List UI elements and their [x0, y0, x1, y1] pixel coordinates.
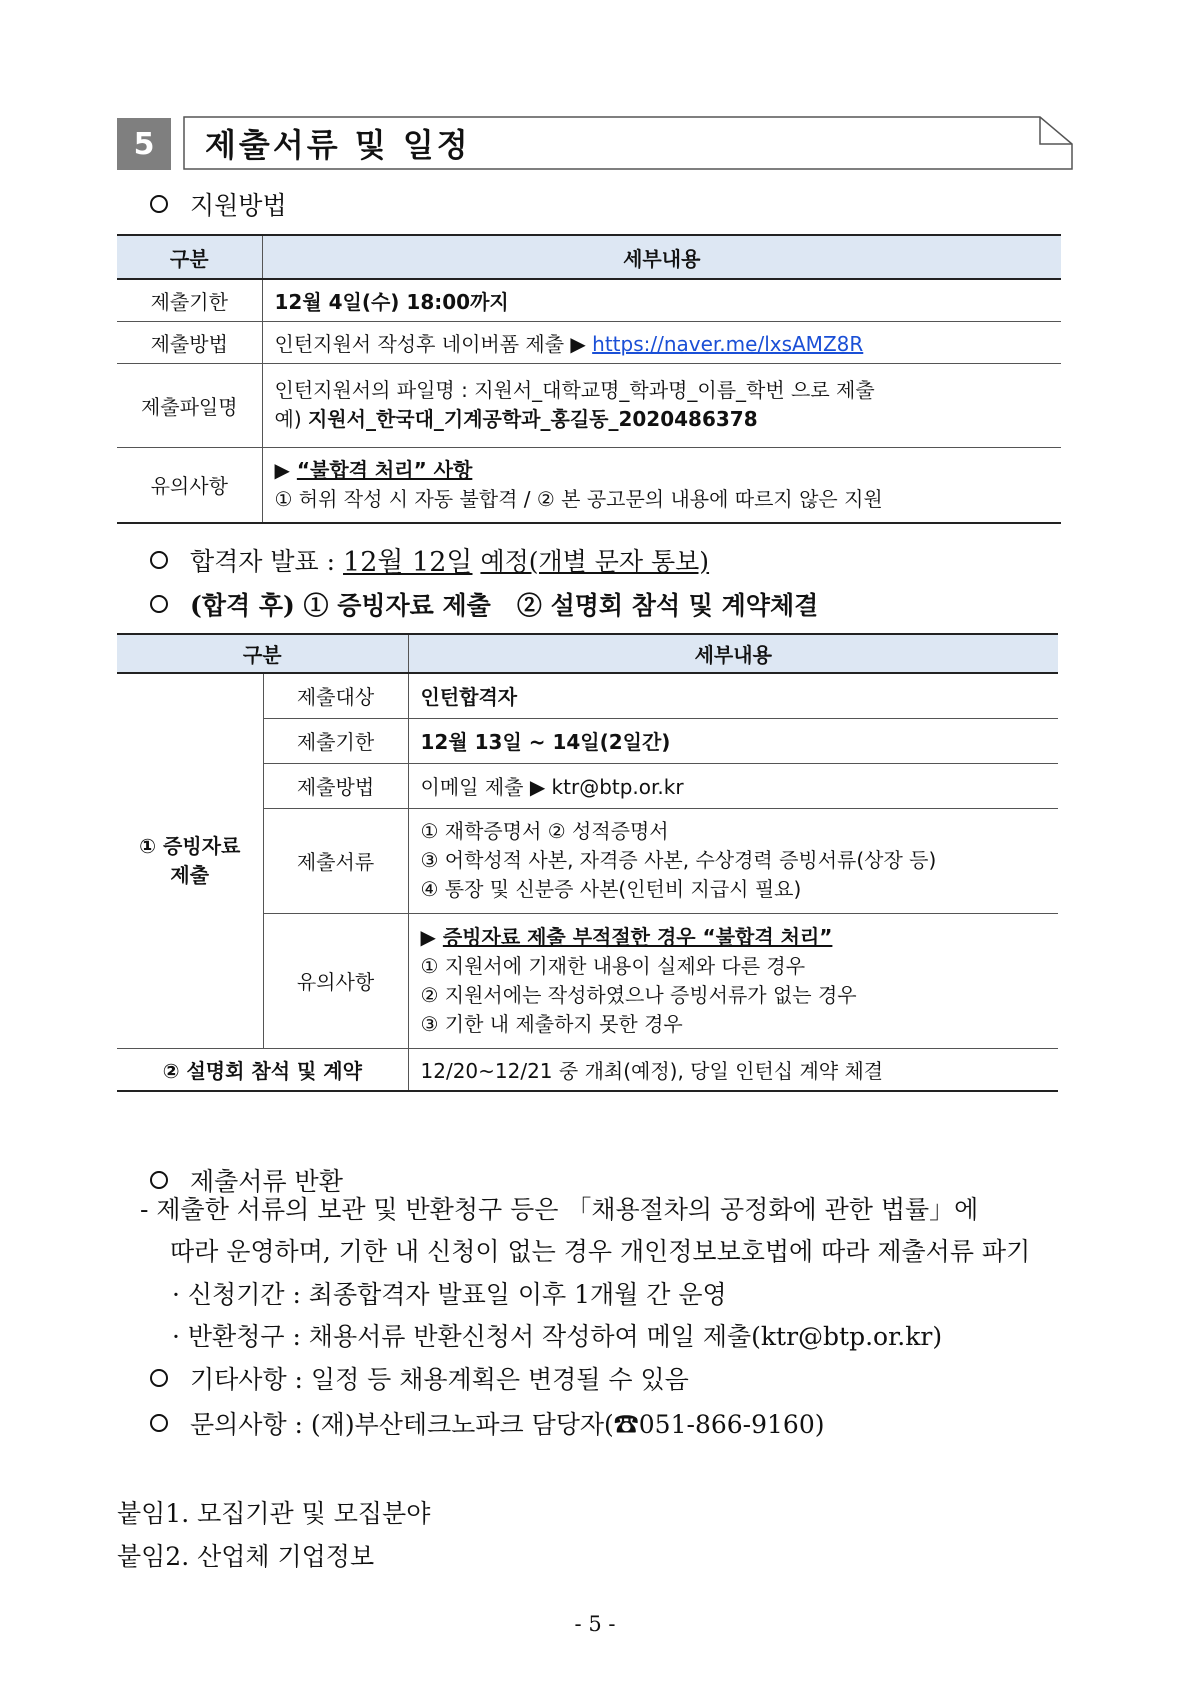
docs-line: ④ 통장 및 신분증 사본(인턴비 지급시 필요) [420, 877, 802, 901]
notes-label: 유의사항 [263, 913, 408, 1048]
apply-table [117, 234, 1061, 524]
announce-date: 12월 12일 [343, 547, 473, 578]
docs-value [408, 808, 1058, 913]
notes-title [275, 456, 1050, 485]
after-heading [150, 586, 818, 622]
deadline-value: 12월 4일(수) 18:00까지 [262, 279, 1061, 321]
deadline-label: 제출기한 [263, 718, 408, 763]
table-header-row [117, 634, 1058, 673]
method-text: 인턴지원서 작성후 네이버폼 제출 ▶ [274, 331, 586, 356]
filename-rule: 인턴지원서의 파일명 : 지원서_대학교명_학과명_이름_학번 으로 제출 [274, 378, 875, 402]
notes-value [262, 447, 1061, 523]
naver-form-link[interactable]: https://naver.me/lxsAMZ8R [592, 331, 864, 356]
bullet-circle-icon [150, 195, 168, 213]
apply-heading [150, 186, 287, 222]
page-number: - 5 - [574, 1612, 616, 1636]
apply-heading-text: 지원방법 [190, 191, 287, 220]
header-category: 구분 [117, 634, 408, 673]
table-row [117, 321, 1061, 363]
header-category: 구분 [117, 235, 262, 279]
group-evidence-line2: 제출 [170, 862, 210, 887]
return-heading-text: 제출서류 반환 [190, 1167, 343, 1196]
bullet-circle-icon [150, 1414, 168, 1432]
arrow-right-icon: ▶ [274, 457, 290, 482]
notes-line: ② 지원서에는 작성하였으나 증빙서류가 없는 경우 [420, 982, 857, 1007]
docs-label: 제출서류 [263, 808, 408, 913]
table-row [117, 363, 1061, 447]
notes-title-text: “불합격 처리” 사항 [296, 457, 473, 482]
etc-line [150, 1360, 689, 1396]
group-evidence [117, 673, 263, 1048]
bullet-circle-icon [150, 595, 168, 613]
notes-value [408, 913, 1058, 1048]
method-value [262, 321, 1061, 363]
notes-title [421, 923, 1047, 952]
contact-line [150, 1405, 824, 1441]
table-row [117, 279, 1061, 321]
deadline-value: 12월 13일 ~ 14일(2일간) [408, 718, 1058, 763]
etc-text: 기타사항 : 일정 등 채용계획은 변경될 수 있음 [190, 1365, 689, 1394]
after-heading-text: (합격 후) ① 증빙자료 제출 ② 설명회 참석 및 계약체결 [190, 591, 819, 620]
filename-value [262, 363, 1061, 447]
docs-line: ③ 어학성적 사본, 자격증 사본, 수상경력 증빙서류(상장 등) [420, 848, 937, 872]
target-value: 인턴합격자 [408, 673, 1058, 718]
notes-line: ① 지원서에 기재한 내용이 실제와 다른 경우 [420, 953, 806, 978]
attachment-1: 붙임1. 모집기관 및 모집분야 [117, 1499, 431, 1528]
filename-label: 제출파일명 [117, 363, 262, 447]
header-detail: 세부내용 [262, 235, 1061, 279]
return-line-1: - 제출한 서류의 보관 및 반환청구 등은 「채용절차의 공정화에 관한 법률」에 [140, 1195, 979, 1224]
section-number: 5 [117, 118, 171, 170]
notes-label: 유의사항 [117, 447, 262, 523]
announce-line [150, 540, 709, 579]
bullet-circle-icon [150, 1369, 168, 1387]
return-item-request: · 반환청구 : 채용서류 반환신청서 작성하여 메일 제출(ktr@btp.or.kr) [172, 1322, 943, 1351]
target-label: 제출대상 [263, 673, 408, 718]
docs-line: ① 재학증명서 ② 성적증명서 [420, 819, 669, 843]
after-table [117, 633, 1058, 1092]
notes-detail: ① 허위 작성 시 자동 불합격 / ② 본 공고문의 내용에 따르지 않은 지원 [274, 486, 883, 511]
table-header-row [117, 235, 1061, 279]
return-line-2: 따라 운영하며, 기한 내 신청이 없는 경우 개인정보보호법에 따라 제출서류 파기 [170, 1237, 1031, 1266]
contact-text: 문의사항 : (재)부산테크노파크 담당자(☎051-866-9160) [190, 1410, 825, 1439]
section-title: 제출서류 및 일정 [205, 126, 471, 164]
method-value: 이메일 제출 ▶ ktr@btp.or.kr [408, 763, 1058, 808]
table-row [117, 673, 1058, 718]
header-detail: 세부내용 [408, 634, 1058, 673]
method-label: 제출방법 [117, 321, 262, 363]
notes-line: ③ 기한 내 제출하지 못한 경우 [420, 1011, 683, 1036]
group-briefing-label: ② 설명회 참석 및 계약 [117, 1048, 408, 1091]
method-label: 제출방법 [263, 763, 408, 808]
notes-title-text: 증빙자료 제출 부적절한 경우 “불합격 처리” [442, 924, 833, 949]
arrow-right-icon: ▶ [420, 924, 436, 949]
announce-prefix: 합격자 발표 : [190, 546, 336, 576]
bullet-circle-icon [150, 1171, 168, 1189]
table-row [117, 447, 1061, 523]
example-value: 지원서_한국대_기계공학과_홍길동_2020486378 [307, 407, 758, 431]
table-row [117, 1048, 1058, 1091]
bullet-circle-icon [150, 551, 168, 569]
group-evidence-line1: ① 증빙자료 [139, 833, 241, 858]
announce-suffix: 예정(개별 문자 통보) [480, 546, 710, 576]
example-prefix: 예) [274, 407, 302, 431]
deadline-label: 제출기한 [117, 279, 262, 321]
attachment-2: 붙임2. 산업체 기업정보 [117, 1542, 375, 1571]
return-item-period: · 신청기간 : 최종합격자 발표일 이후 1개월 간 운영 [172, 1280, 727, 1309]
filename-example [275, 405, 1050, 434]
group-briefing-value: 12/20~12/21 중 개최(예정), 당일 인턴십 계약 체결 [408, 1048, 1058, 1091]
